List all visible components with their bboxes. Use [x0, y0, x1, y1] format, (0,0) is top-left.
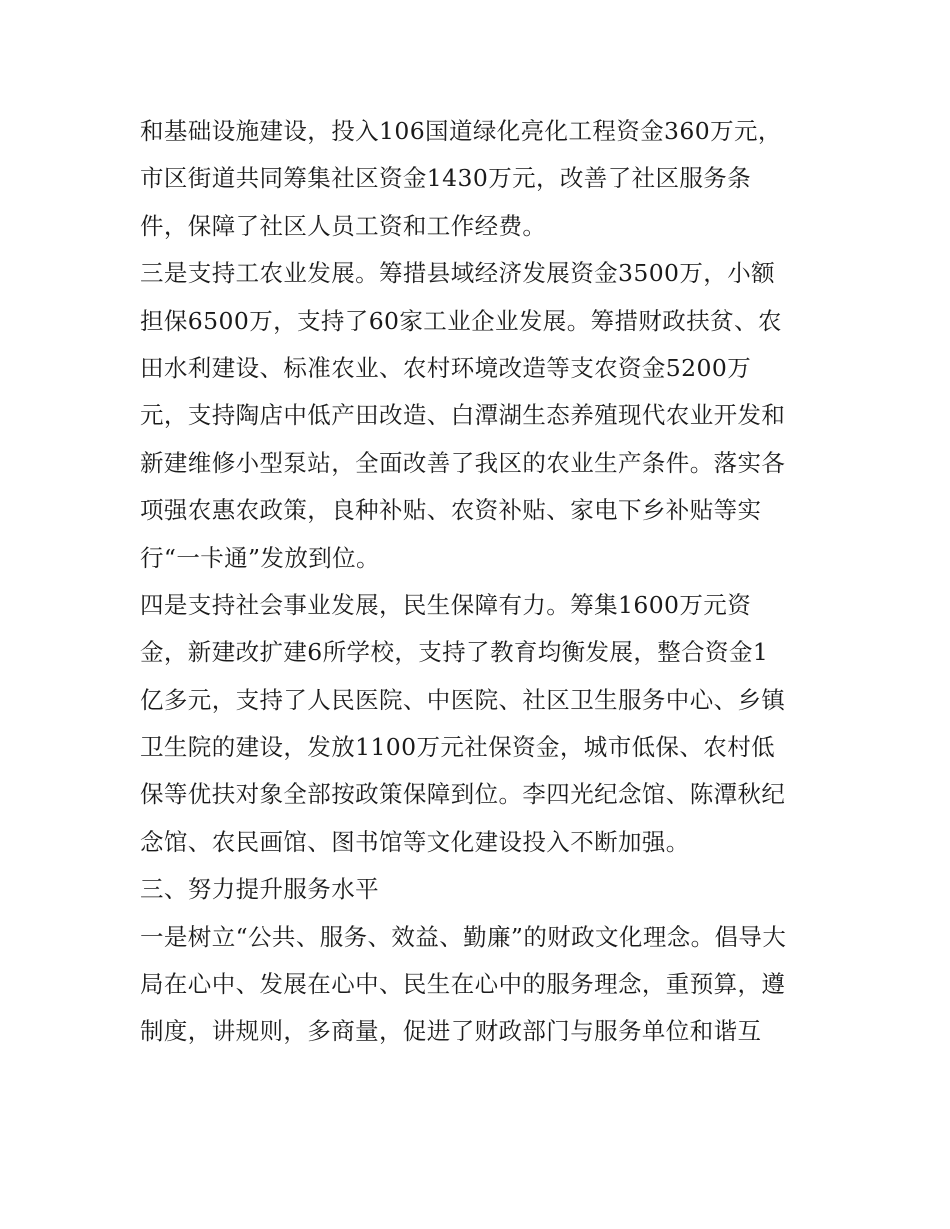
- text-line: 制度，讲规则，多商量，促进了财政部门与服务单位和谐互: [140, 1017, 762, 1046]
- text-line: 件，保障了社区人员工资和工作经费。: [140, 211, 547, 240]
- document-page: [140, 108, 830, 1056]
- text-line: 田水利建设、标准农业、农村环境改造等支农资金5200万: [140, 353, 752, 382]
- text-line: 新建维修小型泵站，全面改善了我区的农业生产条件。落实各: [140, 448, 786, 477]
- text-line: 项强农惠农政策，良种补贴、农资补贴、家电下乡补贴等实: [140, 496, 762, 525]
- text-line: 市区街道共同筹集社区资金1430万元，改善了社区服务条: [140, 164, 752, 193]
- text-line: 亿多元，支持了人民医院、中医院、社区卫生服务中心、乡镇: [140, 685, 786, 714]
- text-line: 一是树立“公共、服务、效益、勤廉”的财政文化理念。倡导大: [140, 922, 787, 951]
- text-line: 念馆、农民画馆、图书馆等文化建设投入不断加强。: [140, 827, 690, 856]
- text-line: 保等优扶对象全部按政策保障到位。李四光纪念馆、陈潭秋纪: [140, 780, 786, 809]
- text-line: 卫生院的建设，发放1100万元社保资金，城市低保、农村低: [140, 733, 776, 762]
- text-line: 金，新建改扩建6所学校，支持了教育均衡发展，整合资金1: [140, 638, 769, 667]
- section-heading: 三、努力提升服务水平: [140, 875, 379, 904]
- text-line: 行“一卡通”发放到位。: [140, 543, 380, 572]
- text-line: 四是支持社会事业发展，民生保障有力。筹集1600万元资: [140, 590, 752, 619]
- text-line: 担保6500万，支持了60家工业企业发展。筹措财政扶贫、农: [140, 306, 782, 335]
- text-line: 局在心中、发展在心中、民生在心中的服务理念，重预算，遵: [140, 970, 786, 999]
- text-line: 三是支持工农业发展。筹措县域经济发展资金3500万，小额: [140, 259, 776, 288]
- text-line: 和基础设施建设，投入106国道绿化亮化工程资金360万元，: [140, 117, 782, 145]
- text-line: 元，支持陶店中低产田改造、白潭湖生态养殖现代农业开发和: [140, 401, 786, 430]
